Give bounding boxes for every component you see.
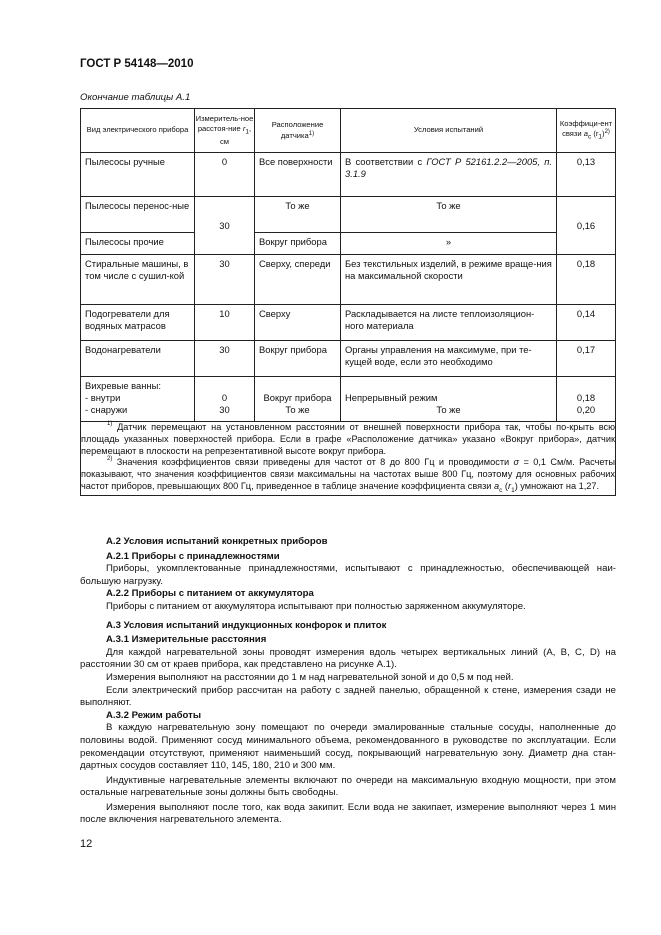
table-row: Подогреватели для водяных матрасов 10 Сверху Раскладывается на листе теплоизоляцион-ного материала 0,14: [81, 305, 616, 341]
subsection-heading: А.3.1 Измерительные расстояния: [106, 634, 267, 646]
col-location: Расположение датчика$^{1)}$: [255, 109, 341, 153]
table-note-1: $^{1)}$ Датчик перемещают на установленном расстоянии от внешней поверхности прибора так, чтобы по-крыть всю площадь указанных поверхностей прибора. Если в графе «Расположение датчика» указано «Вокруг прибора», датчик перемещают в плоскости на репрезентативной высоте вокруг прибора.: [81, 421, 615, 456]
table-row: Пылесосы перенос-ные 30 То же То же 0,16: [81, 197, 616, 233]
paragraph: Измерения выполняют после того, как вода закипит. Если вода не закипает, измерение выполняют через 1 мин после включения нагревательного элемента.: [80, 801, 616, 826]
table-caption: Окончание таблицы А.1: [80, 92, 191, 103]
paragraph: Измерения выполняют на расстоянии до 1 м над нагревательной зоной и до 0,5 м под ней.: [106, 671, 514, 683]
paragraph: Приборы, укомплектованные принадлежностями, испытывают с принадлежностью, обеспечивающей наи-большую нагрузку.: [80, 563, 616, 587]
section-heading: А.3 Условия испытаний индукционных конфорок и плиток: [106, 619, 387, 631]
section-heading: А.2 Условия испытаний конкретных приборов: [106, 536, 328, 547]
table-note-2: $^{2)}$ Значения коэффициентов связи приведены для частот от 8 до 800 Гц и проводимости σ = 0,1 См/м. Расчеты показывают, что значения коэффициентов связи максимальны на частотах выше 800 Гц, поэтому для основных рабочих частот приборов, превышающих 800 Гц, приведенное в таблице значение коэффициента связи $a_c$ $(r_1)$ умножают на 1,27.: [81, 456, 615, 494]
table-header-row: [81, 109, 616, 153]
coupling-table: [80, 108, 616, 496]
table-row: Пылесосы прочие Вокруг прибора »: [81, 233, 616, 255]
paragraph: В каждую нагревательную зону помещают по очереди эмалированные стальные сосуды, наполненные до половины водой. Применяют сосуд минимального объема, рекомендованного в руководстве по эксплуатации. Если рекомендации отсутствуют, применяют наименьший сосуд, покрывающий нагревательную зону. Диаметр дна стан-дартных сосудов составляет 110, 145, 180, 210 и 300 мм.: [80, 722, 616, 772]
paragraph: Приборы с питанием от аккумулятора испытывают при полностью заряженном аккумуляторе.: [106, 600, 526, 612]
table-row: Вихревые ванны: - внутри - снаружи 0 30 Вокруг прибора То же Непрерывный режим То же 0,18 0,20: [81, 377, 616, 422]
paragraph: Индуктивные нагревательные элементы включают по очереди на максимальную входную мощности, при этом остальные нагревательные зоны должны быть свободны.: [80, 774, 616, 799]
body-text: [80, 536, 616, 827]
col-coefficient: Коэффици-ент связи ac $(r1)^{2)}$: [557, 109, 616, 153]
table-row: Пылесосы ручные 0 Все поверхности В соответствии с ГОСТ Р 52161.2.2—2005, п. 3.1.9 0,13: [81, 153, 616, 197]
subsection-heading: А.2.1 Приборы с принадлежностями: [106, 550, 280, 562]
table-row: Стиральные машины, в том числе с сушил-кой 30 Сверху, спереди Без текстильных изделий, в режиме враще-ния на максимальной скорости 0,18: [81, 255, 616, 305]
table-notes-row: [81, 422, 616, 496]
paragraph: Для каждой нагревательной зоны проводят измерения вдоль четырех вертикальных линий (А, В, С, D) на расстоянии 30 см от краев прибора, как представлено на рисунке А.1).: [80, 646, 616, 671]
col-conditions: Условия испытаний: [341, 109, 557, 153]
page-number: 12: [80, 838, 93, 850]
subsection-heading: А.3.2 Режим работы: [106, 709, 202, 721]
col-distance: Измеритель-ное расстоя-ние r1, см: [195, 109, 255, 153]
paragraph: Если электрический прибор рассчитан на работу с задней панелью, обращенной к стене, измерения сзади не выполняют.: [80, 684, 616, 709]
col-device: Вид электрического прибора: [81, 109, 195, 153]
document-header: ГОСТ Р 54148—2010: [80, 58, 194, 70]
subsection-heading: А.2.2 Приборы с питанием от аккумулятора: [106, 588, 314, 600]
table-row: Водонагреватели 30 Вокруг прибора Органы управления на максимуме, при те-кущей воде, если это необходимо 0,17: [81, 341, 616, 377]
